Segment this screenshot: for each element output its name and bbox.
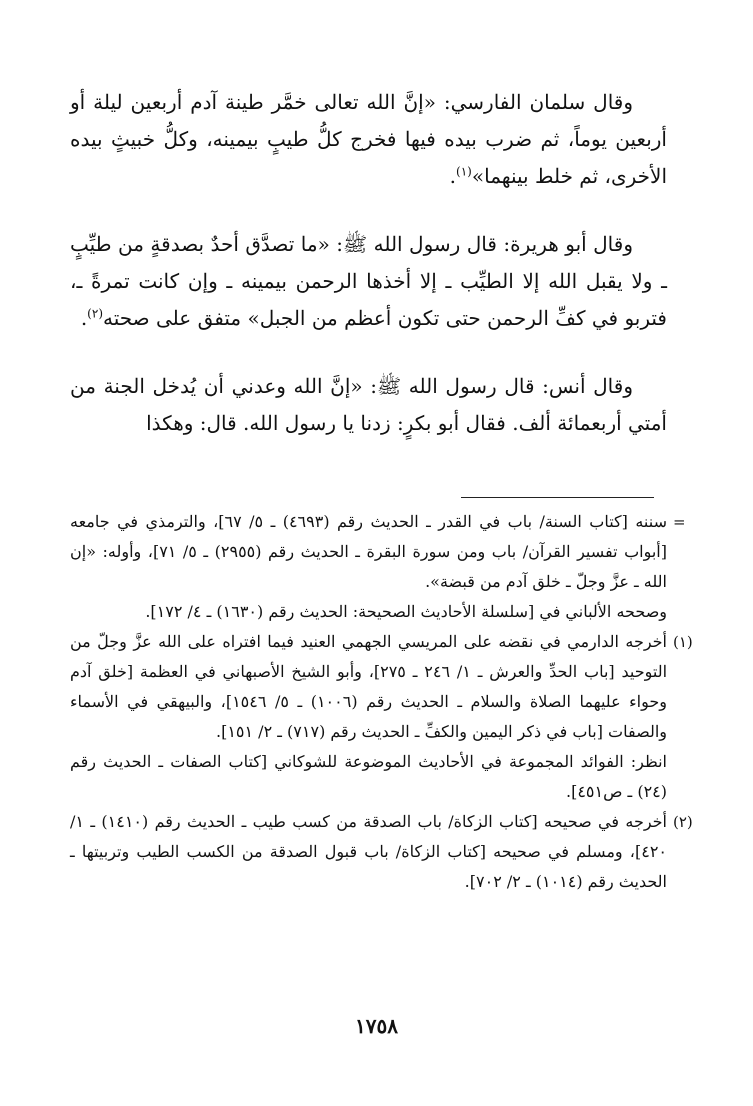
main-text (70, 84, 667, 473)
footnote-text: أخرجه في صحيحه [كتاب الزكاة/ باب الصدقة من كسب طيب ـ الحديث رقم (١٤١٠) ـ ١/ ٤٢٠]، ومسلم في صحيحه [كتاب الزكاة/ باب قبول الصدقة من الكسب الطيب وتربيتها ـ الحديث رقم (١٠١٤) ـ ٢/ ٧٠٢]. (70, 812, 667, 891)
footnote-marker: (٢) (673, 813, 693, 831)
paragraph-anas (70, 368, 667, 442)
continuation-marker: = (673, 513, 686, 531)
paragraph-text: وقال سلمان الفارسي: «إنَّ الله تعالى خمَّر طينة آدم أربعين ليلة أو أربعين يوماً، ثم ضرب بيده فيها فخرج كلُّ طيبٍ بيمينه، وكلُّ خبيثٍ بيده الأخرى، ثم خلط بينهما» (70, 90, 667, 188)
footnotes (70, 507, 693, 897)
paragraph-salman: وقال سلمان الفارسي: «إنَّ الله تعالى خمَّر طينة آدم أربعين ليلة أو أربعين يوماً، ثم ضرب بيده فيها فخرج كلُّ طيبٍ بيمينه، وكلُّ خبيثٍ بيده الأخرى، ثم خلط بينهما»$^{(١)}$. (70, 90, 667, 188)
footnote-marker: (١) (673, 633, 693, 651)
paragraph-abu-hurayra: وقال أبو هريرة: قال رسول الله ﷺ: «ما تصدَّق أحدٌ بصدقةٍ من طيِّبٍ ـ ولا يقبل الله إلا الطيِّب ـ إلا أخذها الرحمن بيمينه ـ وإن كانت تمرةً ـ، فتربو في كفِّ الرحمن حتى تكون أعظم من الجبل» متفق على صحته$^{(٢)}$. (70, 232, 667, 330)
footnote-text: وصححه الألباني في [سلسلة الأحاديث الصحيحة: الحديث رقم (١٦٣٠) ـ ٤/ ١٧٢]. (145, 602, 667, 621)
footnote-ref: (٢) (87, 306, 103, 321)
footnote-1 (70, 627, 693, 807)
footnote-ref: (١) (456, 164, 472, 179)
footnote-text: أخرجه الدارمي في نقضه على المريسي الجهمي العنيد فيما افتراه على الله عزَّ وجلّ من التوحيد [باب الحدِّ والعرش ـ ١/ ٢٤٦ ـ ٢٧٥]، وأبو الشيخ الأصبهاني في العظمة [خلق آدم وحواء عليهما الصلاة والسلام ـ الحديث رقم (١٠٠٦) ـ ٥/ ١٥٤٦]، والبيهقي في الأسماء والصفات [باب في ذكر اليمين والكفِّ ـ الحديث رقم (٧١٧) ـ ٢/ ١٥١]. (70, 632, 668, 741)
footnote-text: انظر: الفوائد المجموعة في الأحاديث الموضوعة للشوكاني [كتاب الصفات ـ الحديث رقم (٢٤) ـ ص٤٥١]. (70, 752, 668, 801)
footnote-2 (70, 807, 693, 897)
paragraph-text: وقال أنس: قال رسول الله ﷺ: «إنَّ الله وعدني أن يُدخل الجنة من أمتي أربعمائة ألف. فقال أبو بكرٍ: زدنا يا رسول الله. قال: وهكذا (70, 374, 667, 435)
page-number: ١٧٥٨ (355, 1014, 398, 1038)
paragraph-text: وقال أبو هريرة: قال رسول الله ﷺ: «ما تصدَّق أحدٌ بصدقةٍ من طيِّبٍ ـ ولا يقبل الله إلا الطيِّب ـ إلا أخذها الرحمن بيمينه ـ وإن كانت تمرةً ـ، فتربو في كفِّ الرحمن حتى تكون أعظم من الجبل» متفق على صحته (70, 232, 667, 330)
footnote-separator (461, 497, 654, 498)
footnote-continuation (70, 507, 686, 627)
footnote-text: سننه [كتاب السنة/ باب في القدر ـ الحديث رقم (٤٦٩٣) ـ ٥/ ٦٧]، والترمذي في جامعه [أبواب تفسير القرآن/ باب ومن سورة البقرة ـ الحديث رقم (٢٩٥٥) ـ ٥/ ٧١]، وأوله: «إن الله ـ عزَّ وجلّ ـ خلق آدم من قبضة». (70, 512, 667, 591)
